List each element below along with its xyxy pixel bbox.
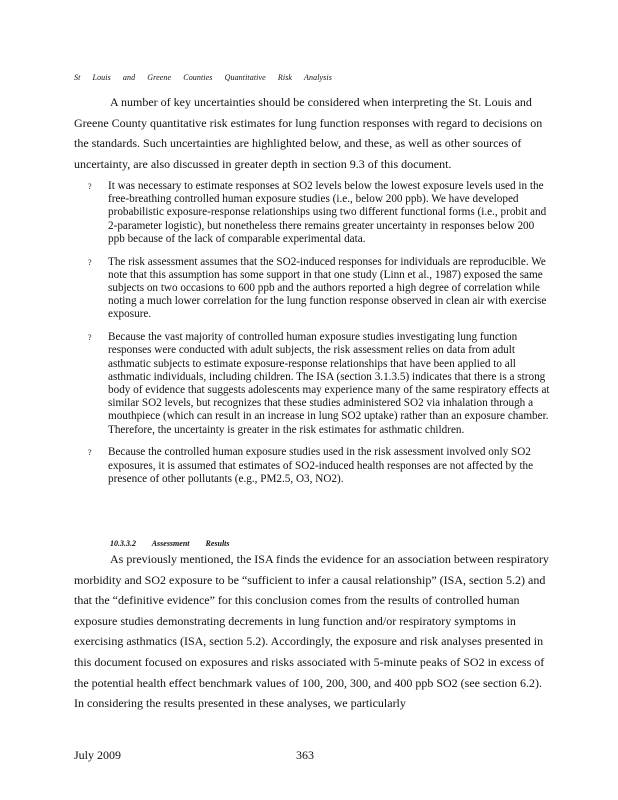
bullet-item: [88, 446, 550, 486]
bullet-item: [88, 180, 550, 246]
bullet-marker: ?: [88, 182, 92, 191]
bullet-item: [88, 331, 550, 437]
bullet-marker: ?: [88, 333, 92, 343]
results-paragraph-text: As previously mentioned, the ISA finds the evidence for an association between respiratory morbidity and SO2 exposure to be “sufficient to infer a causal relationship” (ISA, section 5.2) and that the “definitive evidence” for this conclusion comes from the results of controlled human exposure studies demonstrating decrements in lung function and/or respiratory symptoms in exercising asthmatics (ISA, section 5.2). Accordingly, the exposure and risk analyses presented in this document focused on exposures and risks associated with 5-minute peaks of SO2 in excess of the potential health effect benchmark values of 100, 200, 300, and 400 ppb SO2 (see section 6.2). In considering the results presented in these analyses, we particularly: [74, 552, 549, 711]
bullet-marker: ?: [88, 257, 92, 267]
running-header: St Louis and Greene Counties Quantitative Risk Analysis: [74, 73, 332, 82]
intro-paragraph: [74, 92, 552, 174]
results-paragraph: [74, 549, 552, 714]
bullet-item: [88, 256, 550, 322]
bullet-text: Because the controlled human exposure studies used in the risk assessment involved only SO2 exposures, it is assumed that estimates of SO2-induced health responses are not affected by the presence of other pollutants (e.g., PM2.5, O3, NO2).: [108, 446, 534, 485]
footer-date: July 2009: [74, 748, 122, 762]
bullet-text: Because the vast majority of controlled human exposure studies investigating lung function responses were conducted with adult subjects, the risk assessment relies on data from adult asthmatic subjects to estimate exposure-response relationships that have been applied to all asthmatic individuals, including children. The ISA (section 3.1.3.5) indicates that there is a strong body of evidence that suggests adolescents may experience many of the same respiratory effects at similar SO2 levels, but recognizes that these studies administered SO2 via inhalation through a mouthpiece (which can result in an increase in lung SO2 uptake) rather than an exposure chamber. Therefore, the uncertainty is greater in the risk estimates for asthmatic children.: [108, 331, 550, 436]
bullet-text: The risk assessment assumes that the SO2-induced responses for individuals are reproducible. We note that this assumption has some support in that one study (Linn et al., 1987) exposed the same subjects on two occasions to 600 ppb and the authors reported a high degree of correlation while noting a much lower correlation for the lung function response observed in clean air with exercise exposure.: [108, 255, 547, 321]
bullet-marker: ?: [88, 448, 92, 458]
bullet-text: It was necessary to estimate responses at SO2 levels below the lowest exposure levels used in the free-breathing controlled human exposure studies (i.e., below 200 ppb). We have developed probabilistic exposure-response relationships using two different functional forms (i.e., probit and 2-parameter logistic), but nonetheless there remains greater uncertainty in responses below 200 ppb because of the lack of comparable experimental data.: [108, 180, 547, 245]
uncertainty-bullet-list: [88, 180, 550, 496]
intro-paragraph-text: A number of key uncertainties should be considered when interpreting the St. Louis and Greene County quantitative risk estimates for lung function responses with regard to decisions on the standards. Such uncertainties are highlighted below, and these, as well as other sources of uncertainty, are also discussed in greater depth in section 9.3 of this document.: [74, 95, 543, 171]
footer-page-number: 363: [296, 748, 314, 762]
subsection-heading: 10.3.3.2 Assessment Results: [110, 539, 230, 548]
